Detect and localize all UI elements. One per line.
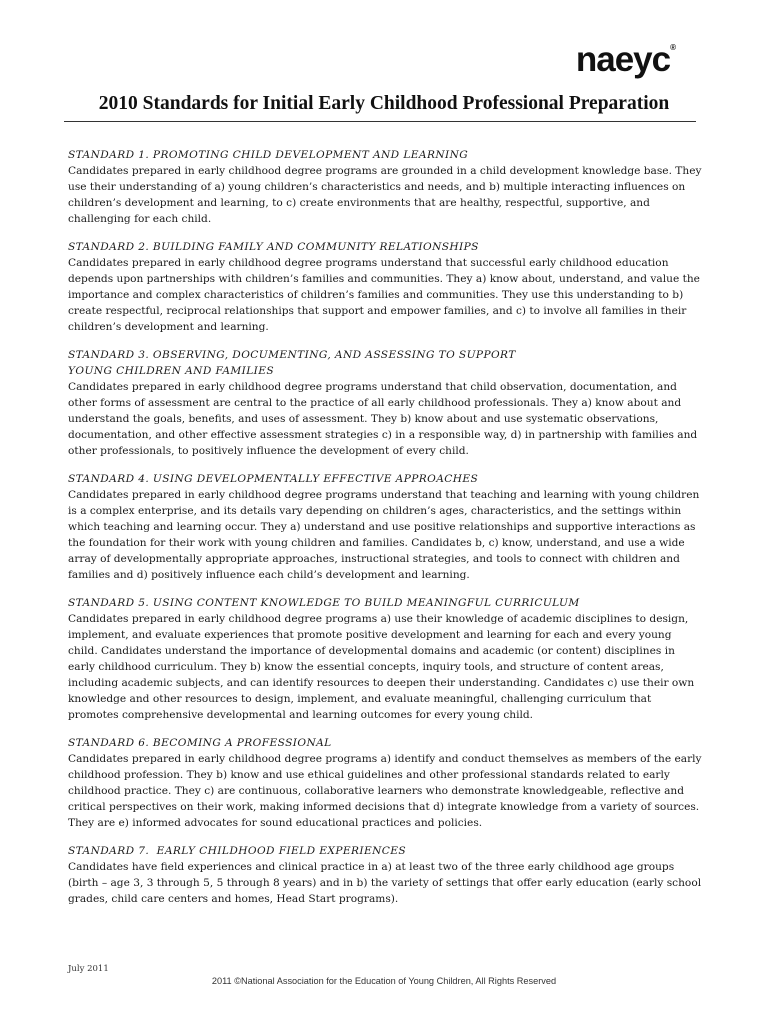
standard-heading: STANDARD 5. USING CONTENT KNOWLEDGE TO BUILD MEANINGFUL CURRICULUM	[68, 597, 580, 609]
standard-heading: STANDARD 2. BUILDING FAMILY AND COMMUNITY RELATIONSHIPS	[68, 241, 479, 253]
standard-body: Candidates prepared in early childhood degree programs understand that child observation, documentation, and other forms of assessment are central to the practice of all early childhood professionals. They a) know about and understand the goals, benefits, and uses of assessment. They b) know about and use systematic observations, documentation, and other effective assessment strategies c) in a responsible way, d) in partnership with families and other professionals, to positively influence the development of every child.	[68, 381, 698, 457]
standard-3	[68, 347, 702, 459]
standard-1	[68, 147, 702, 227]
standard-body: Candidates prepared in early childhood degree programs understand that teaching and learning with young children is a complex enterprise, and its details vary depending on children’s ages, characteristics, and the settings within which teaching and learning occur. They a) understand and use positive relationships and supportive interactions as the foundation for their work with young children and families. Candidates b, c) know, understand, and use a wide array of developmentally appropriate approaches, instructional strategies, and tools to connect with children and families and d) positively influence each child’s development and learning.	[68, 489, 700, 581]
standard-body: Candidates prepared in early childhood degree programs a) use their knowledge of academic disciplines to design, implement, and evaluate experiences that promote positive development and learning for each and every young child. Candidates understand the importance of developmental domains and academic (or content) disciplines in early childhood curriculum. They b) know the essential concepts, inquiry tools, and structure of content areas, including academic subjects, and can identify resources to deepen their understanding. Candidates c) use their own knowledge and other resources to design, implement, and evaluate meaningful, challenging curriculum that promotes comprehensive developmental and learning outcomes for every young child.	[68, 613, 695, 721]
standards-list	[68, 147, 702, 919]
title-divider	[64, 121, 696, 122]
standard-5	[68, 595, 702, 723]
standard-body: Candidates prepared in early childhood degree programs a) identify and conduct themselves as members of the early childhood profession. They b) know and use ethical guidelines and other professional standards related to early childhood practice. They c) are continuous, collaborative learners who demonstrate knowledgeable, reflective and critical perspectives on their work, making informed decisions that d) integrate knowledge from a variety of sources. They are e) informed advocates for sound educational practices and policies.	[68, 753, 702, 829]
standard-2	[68, 239, 702, 335]
registered-mark: ®	[670, 43, 676, 52]
standard-heading: STANDARD 7. EARLY CHILDHOOD FIELD EXPERIENCES	[68, 845, 407, 857]
standard-body: Candidates prepared in early childhood degree programs understand that successful early childhood education depends upon partnerships with children’s families and communities. They a) know about, understand, and value the importance and complex characteristics of children’s families and communities. They use this understanding to b) create respectful, reciprocal relationships that support and empower families, and c) to involve all families in their children’s development and learning.	[68, 257, 700, 333]
standard-body: Candidates prepared in early childhood degree programs are grounded in a child development knowledge base. They use their understanding of a) young children’s characteristics and needs, and b) multiple interacting influences on children’s development and learning, to c) create environments that are healthy, respectful, supportive, and challenging for each child.	[68, 165, 702, 225]
naeyc-logo	[576, 42, 676, 77]
page-title: 2010 Standards for Initial Early Childhood Professional Preparation	[98, 93, 670, 114]
standard-4	[68, 471, 702, 583]
standard-heading: STANDARD 4. USING DEVELOPMENTALLY EFFECTIVE APPROACHES	[68, 473, 479, 485]
standard-7	[68, 843, 702, 907]
standard-6	[68, 735, 702, 831]
standard-body: Candidates have field experiences and clinical practice in a) at least two of the three early childhood age groups (birth – age 3, 3 through 5, 5 through 8 years) and in b) the variety of settings that offer early education (early school grades, child care centers and homes, Head Start programs).	[68, 861, 702, 905]
standard-heading: STANDARD 1. PROMOTING CHILD DEVELOPMENT AND LEARNING	[68, 149, 469, 161]
logo-text: naeyc	[575, 40, 671, 79]
standard-heading: STANDARD 6. BECOMING A PROFESSIONAL	[68, 737, 332, 749]
footer-date: July 2011	[68, 964, 109, 974]
footer-copyright: 2011 ©National Association for the Education of Young Children, All Rights Reserved	[211, 976, 557, 986]
standard-heading: STANDARD 3. OBSERVING, DOCUMENTING, AND ASSESSING TO SUPPORT YOUNG CHILDREN AND FAMILIES	[68, 349, 516, 377]
